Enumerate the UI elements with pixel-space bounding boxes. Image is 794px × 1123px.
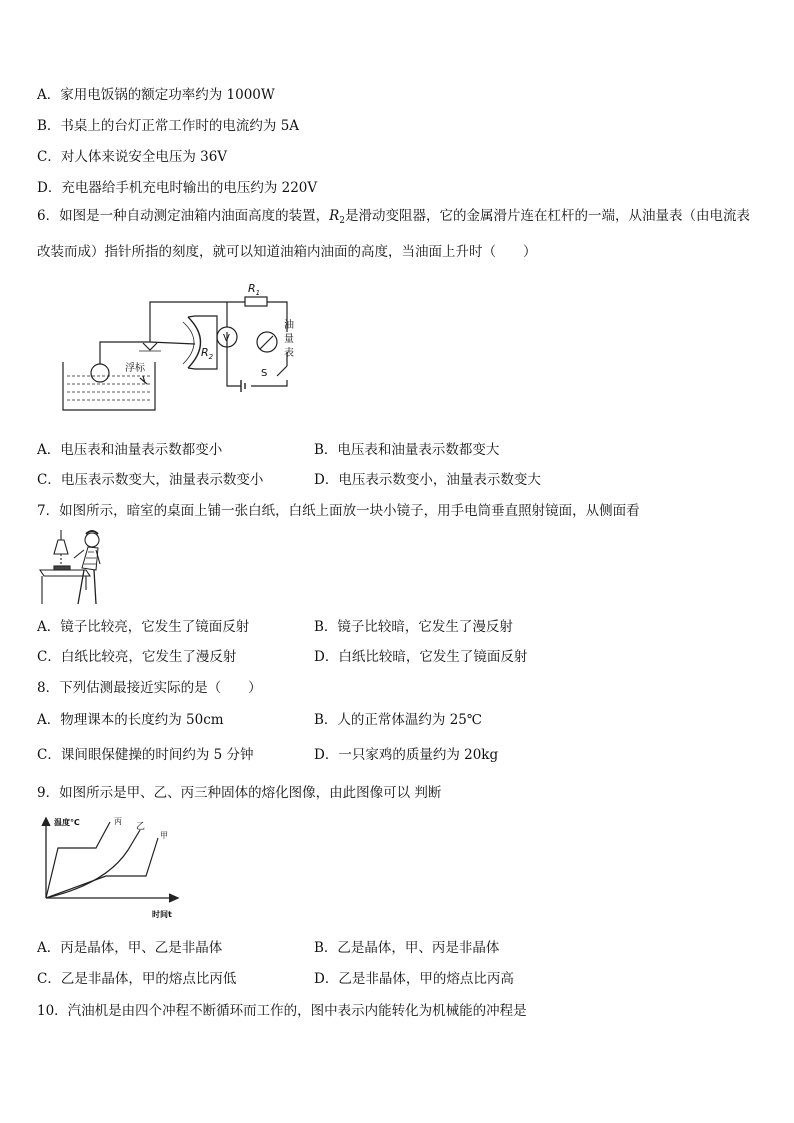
q9-melting-curve-figure xyxy=(36,814,186,922)
q6-stem: 6．如图是一种自动测定油箱内油面高度的装置，$R_2$是滑动变阻器，它的金属滑片连在杠杆的一端，从油量表（由电流表改装而成）指针所指的刻度，就可以知道油箱内油面的高度，当油面上升时（ ） xyxy=(37,208,750,260)
series-yi-label: 乙 xyxy=(136,822,146,832)
q6-oil-gauge-circuit-figure xyxy=(55,280,310,415)
q6-option-a: A．电压表和油量表示数都变小 xyxy=(37,442,223,458)
q9-stem: 9．如图所示是甲、乙、丙三种固体的熔化图像，由此图像可以 判断 xyxy=(37,785,442,801)
q7-option-b: B．镜子比较暗，它发生了漫反射 xyxy=(314,619,513,635)
q6-option-c: C．电压表示数变大，油量表示数变小 xyxy=(37,472,264,488)
switch-label: S xyxy=(261,368,268,379)
q8-option-d: D．一只家鸡的质量约为 20kg xyxy=(314,747,499,763)
x-axis-label: 时间t xyxy=(152,910,172,919)
q5-option-b: B．书桌上的台灯正常工作时的电流约为 5A xyxy=(37,118,300,134)
r2-label: $R_2$ xyxy=(201,346,214,361)
float-label: 浮标 xyxy=(125,363,145,374)
q5-option-c: C．对人体来说安全电压为 36V xyxy=(37,149,228,165)
q8-option-a: A．物理课本的长度约为 50cm xyxy=(37,712,224,728)
q7-option-c: C．白纸比较亮，它发生了漫反射 xyxy=(37,649,237,665)
q8-option-c: C．课间眼保健操的时间约为 5 分钟 xyxy=(37,747,254,763)
voltmeter-label: V xyxy=(223,333,230,344)
q9-option-d: D．乙是非晶体，甲的熔点比丙高 xyxy=(314,971,514,987)
q5-option-d: D．充电器给手机充电时输出的电压约为 220V xyxy=(37,180,318,196)
q8-option-b: B．人的正常体温约为 25℃ xyxy=(314,712,482,728)
q9-option-a: A．丙是晶体，甲、乙是非晶体 xyxy=(37,940,223,956)
q9-option-c: C．乙是非晶体，甲的熔点比丙低 xyxy=(37,971,237,987)
y-axis-label: 温度℃ xyxy=(54,818,80,827)
q9-option-b: B．乙是晶体，甲、丙是非晶体 xyxy=(314,940,500,956)
gauge-label-3: 表 xyxy=(284,348,294,359)
series-bing-label: 丙 xyxy=(114,817,122,826)
q5-option-a: A．家用电饭锅的额定功率约为 1000W xyxy=(37,87,275,103)
q7-stem: 7．如图所示，暗室的桌面上铺一张白纸，白纸上面放一块小镜子，用手电筒垂直照射镜面，从侧面看 xyxy=(37,503,640,519)
series-jia-label: 甲 xyxy=(160,831,168,840)
q7-option-a: A．镜子比较亮，它发生了镜面反射 xyxy=(37,619,250,635)
q8-stem: 8．下列估测最接近实际的是（ ） xyxy=(37,680,262,696)
r1-label: $R_1$ xyxy=(248,282,261,297)
q7-flashlight-mirror-figure xyxy=(38,520,110,606)
q6-option-b: B．电压表和油量表示数都变大 xyxy=(314,442,500,458)
gauge-label-1: 油 xyxy=(284,320,294,331)
gauge-label-2: 量 xyxy=(284,334,294,345)
q7-option-d: D．白纸比较暗，它发生了镜面反射 xyxy=(314,649,528,665)
q6-option-d: D．电压表示数变小，油量表示数变大 xyxy=(314,472,541,488)
q10-stem: 10．汽油机是由四个冲程不断循环而工作的，图中表示内能转化为机械能的冲程是 xyxy=(37,1003,527,1019)
